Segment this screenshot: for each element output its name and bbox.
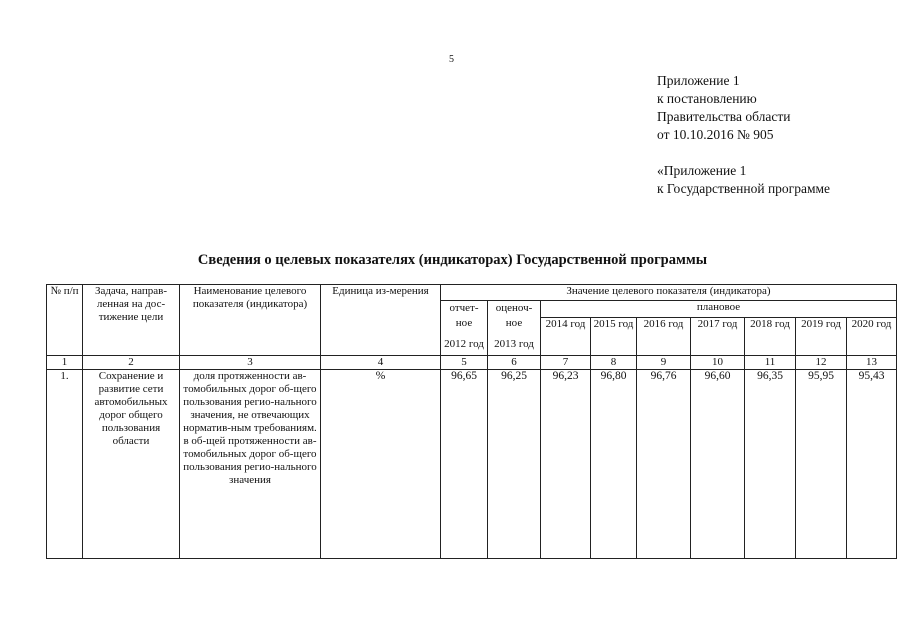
header-year-2020: 2020 год	[847, 318, 897, 356]
header-year-2015: 2015 год	[591, 318, 637, 356]
row-task: Сохранение и развитие сети автомобильных дорог общего пользования области	[83, 370, 180, 559]
header-year-2016: 2016 год	[637, 318, 691, 356]
header-reported	[441, 301, 488, 356]
value-2012: 96,65	[441, 370, 488, 559]
header-year-2012: 2012 год	[444, 338, 484, 350]
header-year-2018: 2018 год	[745, 318, 796, 356]
column-number: 1	[47, 356, 83, 370]
column-number: 13	[847, 356, 897, 370]
header-estimated	[488, 301, 541, 356]
row-unit: %	[321, 370, 441, 559]
column-number: 5	[441, 356, 488, 370]
column-number: 9	[637, 356, 691, 370]
value-2014: 96,23	[541, 370, 591, 559]
appendix-line: «Приложение 1	[657, 163, 747, 178]
column-number: 10	[691, 356, 745, 370]
table-row	[47, 370, 897, 559]
document-title: Сведения о целевых показателях (индикаторах) Государственной программы	[197, 252, 708, 268]
row-num: 1.	[47, 370, 83, 559]
column-number: 7	[541, 356, 591, 370]
column-number-row	[47, 356, 897, 370]
header-reported-label: отчет-ное	[449, 302, 479, 329]
appendix-line: к постановлению	[657, 91, 757, 106]
row-indicator: доля протяженности ав-томобильных дорог об-щего пользования регио-нального значения, не отвечающих норматив-ным требованиям. в об-щей протяженности ав-томобильных дорог об-щего пользования регио-нального значения	[180, 370, 321, 559]
appendix-block	[657, 72, 830, 198]
indicators-table	[46, 284, 897, 559]
column-number: 2	[83, 356, 180, 370]
value-2018: 96,35	[745, 370, 796, 559]
value-2017: 96,60	[691, 370, 745, 559]
appendix-line: Правительства области	[657, 109, 791, 124]
column-number: 8	[591, 356, 637, 370]
header-year-2017: 2017 год	[691, 318, 745, 356]
value-2015: 96,80	[591, 370, 637, 559]
header-year-2013: 2013 год	[494, 338, 534, 350]
value-2019: 95,95	[796, 370, 847, 559]
header-year-2014: 2014 год	[541, 318, 591, 356]
value-2013: 96,25	[488, 370, 541, 559]
header-task: Задача, направ-ленная на дос-тижение цели	[83, 285, 180, 356]
header-indicator: Наименование целевого показателя (индикатора)	[180, 285, 321, 356]
column-number: 4	[321, 356, 441, 370]
header-unit: Единица из-мерения	[321, 285, 441, 356]
appendix-line: от 10.10.2016 № 905	[657, 127, 774, 142]
appendix-line: к Государственной программе	[657, 181, 831, 196]
column-number: 12	[796, 356, 847, 370]
column-number: 6	[488, 356, 541, 370]
header-num: № п/п	[47, 285, 83, 356]
header-planned: плановое	[541, 301, 897, 318]
header-value-group: Значение целевого показателя (индикатора)	[441, 285, 897, 301]
value-2016: 96,76	[637, 370, 691, 559]
header-year-2019: 2019 год	[796, 318, 847, 356]
header-estimated-label: оценоч-ное	[495, 302, 533, 329]
column-number: 3	[180, 356, 321, 370]
value-2020: 95,43	[847, 370, 897, 559]
page-number: 5	[449, 54, 454, 65]
appendix-line: Приложение 1	[657, 73, 740, 88]
column-number: 11	[745, 356, 796, 370]
